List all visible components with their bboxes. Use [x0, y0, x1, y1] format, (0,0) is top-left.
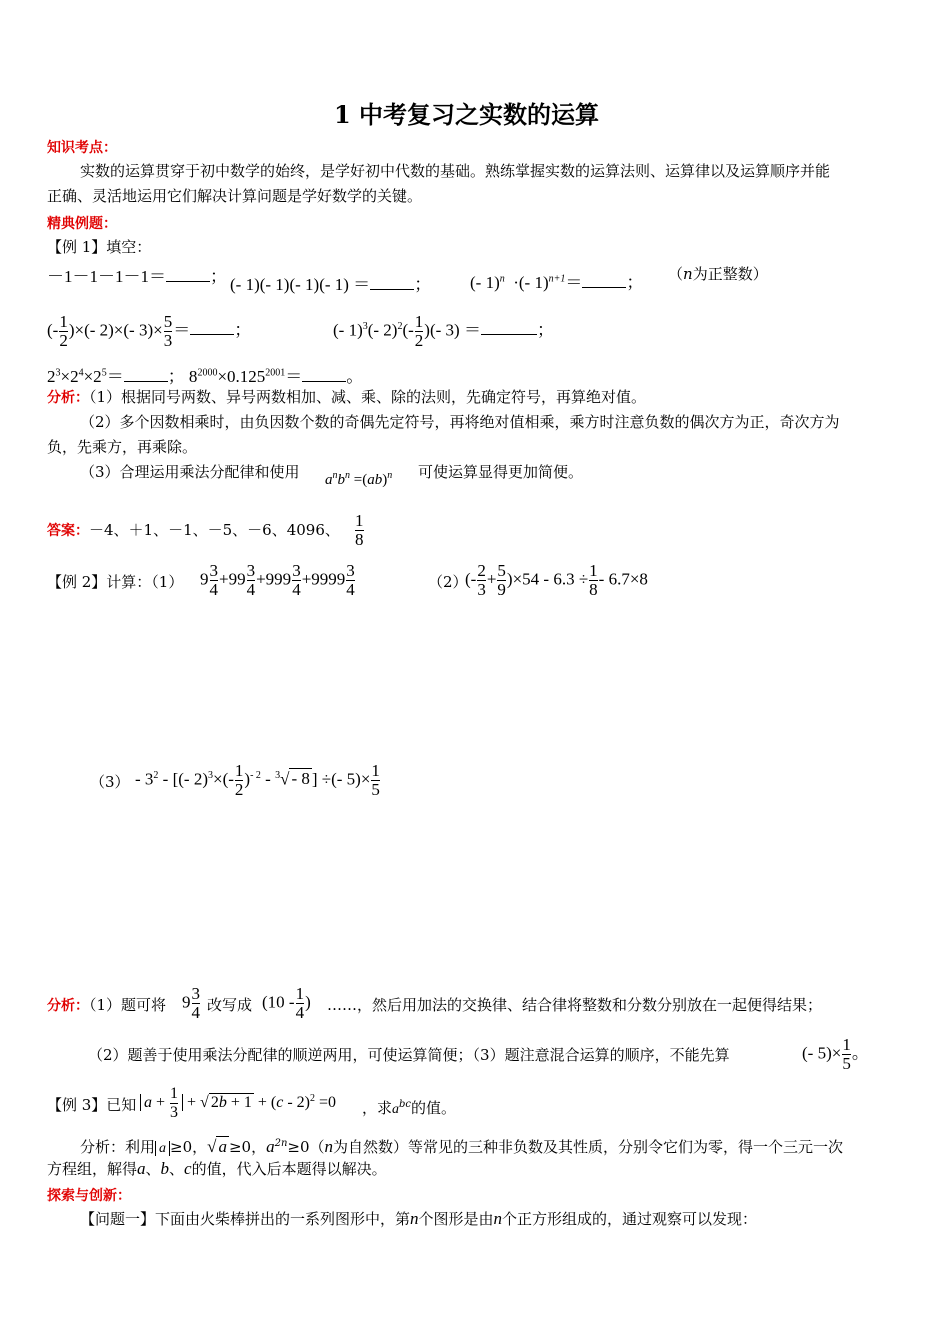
ex2-q3: - $3^2$ - [(- 2)$^3$×(- $\frac{1}{2}$ )$^{- 2}$ - $^3$√ - 8 ] ÷(- 5)× $\frac{1}{5}$: [135, 761, 380, 799]
ex1-q6: $2^3\times 2^4\times 2^5=$ ； $8^{2000}\times 0.125^{2001}=$ 。: [47, 367, 364, 386]
analysis-1-line-2: （2）多个因数相乘时，由负因数个数的奇偶先定符号，再将绝对值相乘，乘方时注意负数的偶次方为正，奇次方为: [80, 413, 840, 431]
page-title: 1 中考复习之实数的运算: [334, 100, 600, 129]
answer-blank[interactable]: [370, 288, 414, 290]
formula-anbn: $a^nb^n =(ab)^n$: [325, 470, 393, 488]
example-2-label: 【例 2】计算：（1）: [47, 573, 184, 591]
analysis-1-line-4-end: 可使运算显得更加简便。: [418, 463, 584, 481]
knowledge-text-line-2: 正确、灵活地运用它们解决计算问题是学好数学的关键。: [47, 187, 423, 205]
fraction: $\frac{1}{2}$: [59, 312, 68, 350]
section-heading-knowledge: 知识考点：: [47, 140, 117, 156]
answer-blank[interactable]: [302, 380, 346, 382]
analysis-1-line-3: 负，先乘方，再乘除。: [47, 438, 198, 456]
answer-line: 答案：－4、＋1、－1、－5、－6、4096、: [47, 521, 340, 539]
section-heading-examples: 精典例题：: [47, 216, 117, 232]
answer-blank[interactable]: [166, 280, 210, 282]
ex1-q2: (- 1)(- 1)(- 1)(- 1) ＝ ；: [230, 275, 432, 294]
analysis-2-line-2-expr: (- 5)× $\frac{1}{5}$ 。: [802, 1035, 869, 1073]
fraction: $\frac{1}{2}$: [414, 312, 424, 350]
answer-blank[interactable]: [190, 333, 234, 335]
example-3-label: 【例 3】已知: [47, 1096, 137, 1114]
ex2-q1: 9 $\frac{3}{4}$ +99 $\frac{3}{4}$ +999 $\frac{3}{4}$ +9999 $\frac{3}{4}$: [200, 561, 355, 599]
ex2-q2-label: （2）: [428, 573, 468, 591]
ex2-q3-label: （3）: [90, 773, 130, 791]
analysis-3-line-1: 分析：利用 a ≥0，√ a ≥0，$a^{2n}\ge 0(n$为自然数）等常见的三种非负数及其性质，分别令它们为零，得一个三元一次: [80, 1137, 844, 1156]
analysis-1-line-1: 分析：（1）根据同号两数、异号两数相加、减、乘、除的法则，先确定符号，再算绝对值。: [47, 388, 647, 406]
problem-1-text: 【问题一】下面由火柴棒拼出的一系列图形中，第n个图形是由n个正方形组成的，通过观察可以发现：: [80, 1209, 758, 1228]
ex2-q2: (- $\frac{2}{3}$ + $\frac{5}{9}$ )×54 - 6.3 ÷ $\frac{1}{8}$ - 6.7×8: [465, 561, 648, 599]
answer-blank[interactable]: [481, 333, 537, 335]
analysis-2-line-2: （2）题善于使用乘法分配律的顺逆两用，可使运算简便；（3）题注意混合运算的顺序，不能先算: [88, 1046, 730, 1064]
fraction: $\frac{5}{3}$: [163, 312, 173, 350]
ex1-q3-note: （n为正整数）: [668, 265, 768, 283]
ex3-ask: ，求$a^{bc}$的值。: [362, 1099, 457, 1117]
ex1-q4: (- $\frac{1}{2}$ )×(- 2)×(- 3)× $\frac{5}{3}$ ＝ ；: [47, 312, 252, 350]
ex1-q3: (- 1)$^n$ ·(- 1)$^{n+1}$＝ ；: [470, 273, 644, 292]
answer-blank[interactable]: [124, 380, 168, 382]
analysis-2-rewrite: 改写成: [207, 996, 253, 1014]
analysis-2-mixed: 9 $\frac{3}{4}$: [182, 984, 200, 1022]
analysis-3-line-2: 方程组，解得a、b、c的值，代入后本题得以解决。: [47, 1159, 387, 1178]
answer-blank[interactable]: [582, 286, 626, 288]
ex3-equation: a + $\frac{1}{3}$ + √ 2b + 1 + (c - 2)$^2$ =0: [140, 1085, 336, 1122]
section-heading-explore: 探索与创新：: [47, 1188, 131, 1204]
example-1-label: 【例 1】填空：: [47, 238, 152, 256]
knowledge-text-line-1: 实数的运算贯穿于初中数学的始终，是学好初中代数的基础。熟练掌握实数的运算法则、运算律以及运算顺序并能: [80, 162, 831, 180]
analysis-2-line-1-end: ……，然后用加法的交换律、结合律将整数和分数分别放在一起便得结果；: [327, 996, 823, 1014]
analysis-2-expr: (10 - $\frac{1}{4}$ ): [262, 984, 311, 1022]
answer-fraction: $\frac{1}{8}$: [355, 511, 364, 549]
analysis-2-line-1: 分析：（1）题可将: [47, 996, 167, 1014]
ex1-q5: (- 1)$^3$(- 2)$^2$(- $\frac{1}{2}$ )(- 3) ＝ ；: [333, 312, 554, 350]
ex1-q1: －1－1－1－1＝ ；: [47, 267, 227, 286]
analysis-1-line-4: （3）合理运用乘法分配律和使用: [80, 463, 300, 481]
